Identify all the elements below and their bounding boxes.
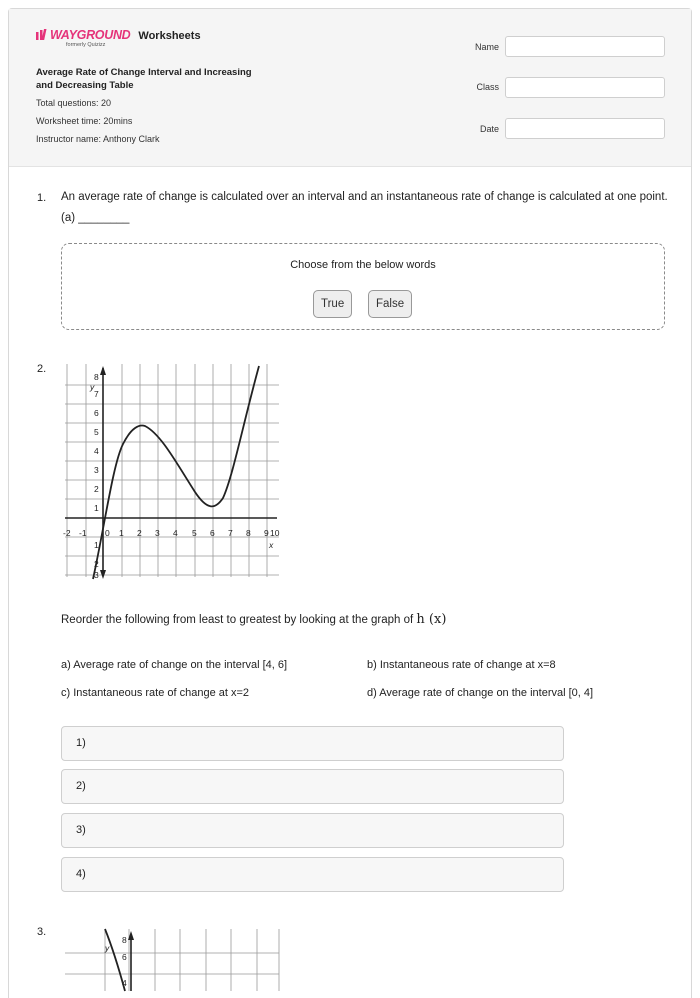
y-tick-label: 6 xyxy=(122,952,127,962)
logo-subtitle: formerly Quizizz xyxy=(66,42,106,48)
answer-slot-4[interactable] xyxy=(61,857,564,892)
y-axis-label: y xyxy=(105,943,110,953)
answer-slot-label: 4) xyxy=(76,868,86,880)
answer-slot-2[interactable] xyxy=(61,769,564,804)
x-tick-label: 10 xyxy=(270,528,280,538)
word-bank-title: Choose from the below words xyxy=(290,259,436,271)
word-bank xyxy=(61,243,665,330)
name-field[interactable] xyxy=(505,36,665,57)
brand-logo xyxy=(36,28,201,48)
y-tick-label: 8 xyxy=(122,935,127,945)
name-label: Name xyxy=(474,42,499,52)
worksheet-page xyxy=(8,8,692,998)
x-tick-label: 6 xyxy=(210,528,215,538)
choice-false-button[interactable]: False xyxy=(368,290,412,318)
graph-grid xyxy=(65,929,279,991)
answer-slot-1[interactable] xyxy=(61,726,564,761)
y-tick-label: 4 xyxy=(94,446,99,456)
option-c: c) Instantaneous rate of change at x=2 xyxy=(61,687,250,699)
prompt-text: Reorder the following from least to greatest by looking at the graph of xyxy=(61,614,417,626)
reorder-prompt xyxy=(61,609,671,631)
x-tick-label: -2 xyxy=(63,528,71,538)
y-tick-label: 7 xyxy=(94,389,99,399)
x-tick-label: 3 xyxy=(155,528,160,538)
function-name: h (x) xyxy=(416,612,447,627)
function-graph xyxy=(65,364,285,579)
x-tick-label: 1 xyxy=(119,528,124,538)
y-tick-label: 6 xyxy=(94,408,99,418)
question-number: 2. xyxy=(37,363,47,375)
y-tick-label: 2 xyxy=(94,484,99,494)
logo-wordmark: WAYGROUND xyxy=(36,28,130,42)
answer-slot-label: 3) xyxy=(76,824,86,836)
x-tick-label: 2 xyxy=(137,528,142,538)
total-questions: Total questions: 20 xyxy=(36,98,112,108)
y-tick-label: 3 xyxy=(94,570,99,580)
y-axis-label: y xyxy=(90,382,95,392)
option-d: d) Average rate of change on the interval [0, 4] xyxy=(367,687,594,699)
origin-label: 0 xyxy=(105,528,110,538)
class-field[interactable] xyxy=(505,77,665,98)
x-axis-label: x xyxy=(269,540,274,550)
answer-slot-label: 2) xyxy=(76,780,86,792)
app-name: Worksheets xyxy=(138,30,201,42)
question-number: 1. xyxy=(37,192,47,204)
worksheet-title: Average Rate of Change Interval and Increasing and Decreasing Table xyxy=(36,67,252,91)
function-graph-partial xyxy=(65,929,285,991)
x-tick-label: 4 xyxy=(173,528,178,538)
y-tick-label: 2 xyxy=(94,559,99,569)
option-a: a) Average rate of change on the interval [4, 6] xyxy=(61,659,288,671)
y-tick-label: 8 xyxy=(94,372,99,382)
y-tick-label: 5 xyxy=(94,427,99,437)
logo-icon xyxy=(36,29,50,40)
y-tick-label: 1 xyxy=(94,540,99,550)
answer-slot-label: 1) xyxy=(76,737,86,749)
class-label: Class xyxy=(476,82,499,92)
worksheet-header xyxy=(9,9,691,167)
instructor-name: Instructor name: Anthony Clark xyxy=(36,134,160,144)
question-number: 3. xyxy=(37,926,47,938)
y-tick-label: 1 xyxy=(94,503,99,513)
x-tick-label: 9 xyxy=(264,528,269,538)
x-tick-label: -1 xyxy=(79,528,87,538)
x-tick-label: 7 xyxy=(228,528,233,538)
worksheet-time: Worksheet time: 20mins xyxy=(36,116,133,126)
y-tick-label: 3 xyxy=(94,465,99,475)
option-b: b) Instantaneous rate of change at x=8 xyxy=(367,659,556,671)
choice-true-button[interactable]: True xyxy=(313,290,352,318)
question-text: An average rate of change is calculated over an interval and an instantaneous rate of change is calculated at one point. (a) ________ xyxy=(61,191,668,224)
y-tick-label: 4 xyxy=(122,978,127,988)
x-tick-label: 8 xyxy=(246,528,251,538)
x-tick-label: 5 xyxy=(192,528,197,538)
date-label: Date xyxy=(479,124,499,134)
answer-slot-3[interactable] xyxy=(61,813,564,848)
date-field[interactable] xyxy=(505,118,665,139)
